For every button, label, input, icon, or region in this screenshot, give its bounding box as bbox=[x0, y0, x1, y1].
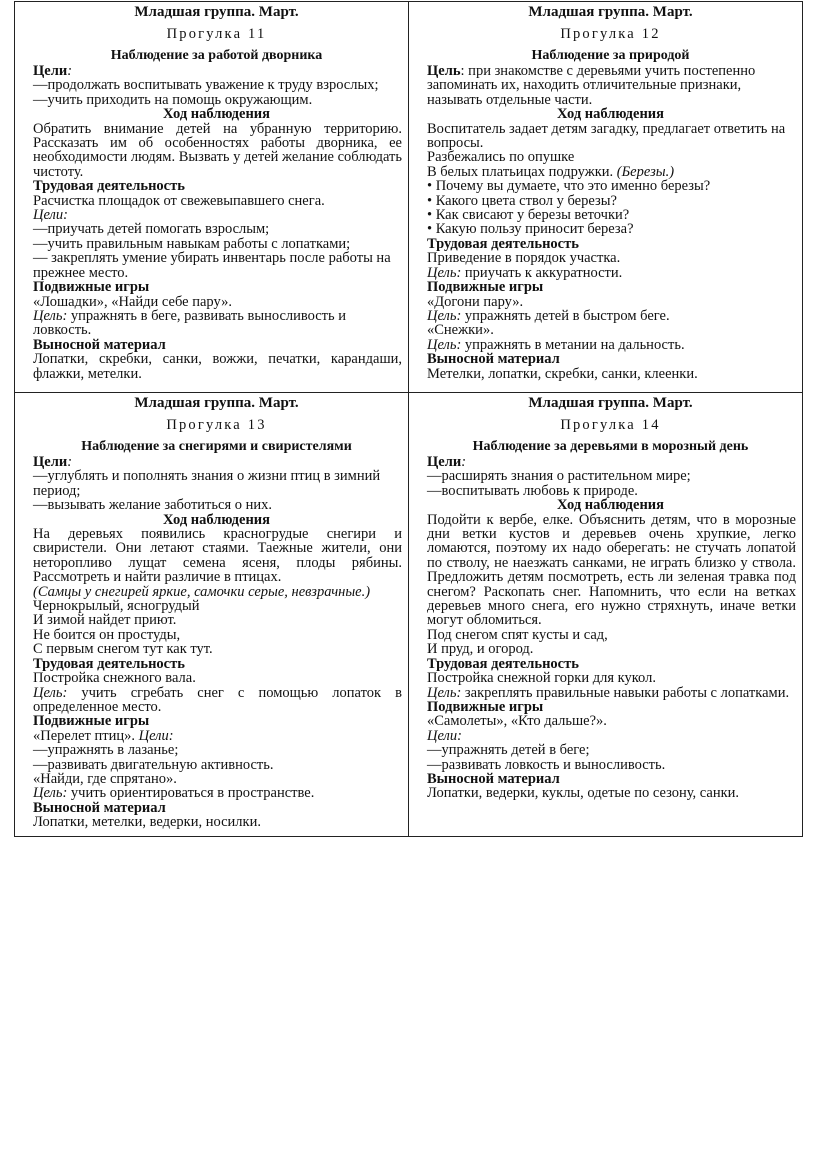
observation-text: Воспитатель задает детям загадку, предлагает ответить на вопросы. bbox=[427, 120, 786, 152]
games-title: Подвижные игры bbox=[33, 713, 150, 730]
game-goal-item: —развивать ловкость и выносливость. bbox=[427, 756, 666, 773]
labor-title: Трудовая деятельность bbox=[427, 655, 579, 672]
games-title: Подвижные игры bbox=[33, 279, 150, 296]
materials-title: Выносной материал bbox=[427, 770, 560, 787]
observation-title: Ход наблюдения bbox=[556, 497, 665, 514]
observation-note: (Самцы у снегирей яркие, самочки серые, невзрачные.) bbox=[33, 583, 371, 600]
materials-text: Лопатки, скребки, санки, вожжи, печатки, карандаши, флажки, метелки. bbox=[33, 351, 402, 382]
walk-topic: Наблюдение за работой дворника bbox=[110, 48, 323, 63]
question-item: • Какого цвета ствол у березы? bbox=[427, 192, 617, 209]
walk-number: Прогулка 11 bbox=[166, 26, 267, 42]
poem-line: И пруд, и огород. bbox=[427, 641, 534, 658]
goal-line: Цель: при знакомстве с деревьями учить постепенно запоминать их, находить отличительные признаки, называть отдельные части. bbox=[427, 63, 756, 108]
observation-text: Подойти к вербе, елке. Объяснить детям, что в морозные дни ветки кустов и деревьев очень хрупкие, легко ломаются, поэтому их надо оберегать: не стучать лопатой по стволу, не наезжать санками, не играть близко у ствола. Предложить детям посмотреть, есть ли зеленая травка под снегом? Раскопать снег. Напомнить, что если на ветках деревьев много снега, его нужно стряхнуть, иначе ветки могут обломиться. bbox=[427, 511, 796, 629]
game-name: «Найди, где спрятано». bbox=[33, 770, 177, 787]
games-goals-label: Цели: bbox=[427, 727, 462, 744]
goals-line: Цели: bbox=[33, 63, 73, 79]
game-goal-item: —развивать двигательную активность. bbox=[33, 756, 274, 773]
question-item: • Почему вы думаете, что это именно березы? bbox=[427, 178, 711, 195]
poem-line: С первым снегом тут как тут. bbox=[33, 641, 213, 658]
game-name: «Догони пару». bbox=[427, 293, 524, 310]
game-goal: Цель: упражнять детей в быстром беге. bbox=[427, 307, 670, 324]
materials-title: Выносной материал bbox=[33, 799, 166, 816]
materials-title: Выносной материал bbox=[33, 336, 166, 353]
walk-topic: Наблюдение за снегирями и свиристелями bbox=[81, 439, 352, 454]
goal-item: —продолжать воспитывать уважение к труду взрослых; bbox=[33, 77, 379, 94]
materials-text: Метелки, лопатки, скребки, санки, клеенки. bbox=[427, 365, 698, 382]
labor-text: Расчистка площадок от свежевыпавшего снега. bbox=[33, 192, 325, 209]
walk-number: Прогулка 14 bbox=[560, 417, 661, 433]
goal-item: —воспитывать любовь к природе. bbox=[427, 482, 638, 499]
poem-line: И зимой найдет приют. bbox=[33, 612, 177, 629]
question-item: • Как свисают у березы веточки? bbox=[427, 207, 630, 224]
goal-item: —вызывать желание заботиться о них. bbox=[33, 497, 273, 514]
poem-line: Под снегом спят кусты и сад, bbox=[427, 626, 608, 643]
labor-goal: Цель: учить сгребать снег с помощью лопаток в определенное место. bbox=[33, 684, 402, 715]
games-text: «Лошадки», «Найди себе пару». bbox=[33, 293, 232, 310]
labor-goal-item: — закреплять умение убирать инвентарь после работы на прежнее место. bbox=[33, 250, 391, 281]
game-name: «Самолеты», «Кто дальше?». bbox=[427, 713, 607, 730]
game-name: «Снежки». bbox=[427, 322, 494, 339]
labor-goal: Цель: приучать к аккуратности. bbox=[427, 264, 623, 281]
walk-topic: Наблюдение за деревьями в морозный день bbox=[472, 439, 749, 454]
labor-goal: Цель: закреплять правильные навыки работы с лопатками. bbox=[427, 684, 790, 701]
materials-title: Выносной материал bbox=[427, 351, 560, 368]
game-goal: Цель: упражнять в метании на дальность. bbox=[427, 336, 685, 353]
group-header: Младшая группа. Март. bbox=[134, 395, 299, 411]
walk-14-cell bbox=[409, 393, 803, 837]
walk-12-cell bbox=[409, 2, 803, 393]
goal-item: —учить приходить на помощь окружающим. bbox=[33, 91, 313, 108]
labor-goal-item: —приучать детей помогать взрослым; bbox=[33, 221, 270, 238]
goals-line: Цели: bbox=[427, 454, 467, 470]
riddle-line: Разбежались по опушке bbox=[427, 149, 575, 166]
group-header: Младшая группа. Март. bbox=[528, 395, 693, 411]
observation-title: Ход наблюдения bbox=[556, 106, 665, 123]
observation-title: Ход наблюдения bbox=[162, 106, 271, 123]
labor-title: Трудовая деятельность bbox=[33, 178, 185, 195]
game-goal-item: —упражнять детей в беге; bbox=[427, 742, 590, 759]
riddle-line: В белых платьицах подружки. (Березы.) bbox=[427, 163, 675, 180]
observation-text: Обратить внимание детей на убранную территорию. Рассказать им об особенностях работы дворника, ее необходимости людям. Вызвать у детей желание соблюдать чистоту. bbox=[33, 120, 402, 180]
game-goal-item: —упражнять в лазанье; bbox=[33, 742, 179, 759]
observation-text: На деревьях появились красногрудые снегири и свиристели. Они летают стаями. Таежные жители, они неторопливо лущат семена ясеня, плоды рябины. Рассмотреть и найти различие в птицах. bbox=[33, 526, 402, 586]
goal-item: —расширять знания о растительном мире; bbox=[427, 468, 691, 485]
poem-line: Не боится он простуды, bbox=[33, 626, 181, 643]
labor-text: Постройка снежного вала. bbox=[33, 670, 196, 687]
goal-item: —углублять и пополнять знания о жизни птиц в зимний период; bbox=[33, 468, 381, 499]
games-title: Подвижные игры bbox=[427, 698, 544, 715]
walk-11-cell bbox=[15, 2, 409, 393]
games-goal: Цель: упражнять в беге, развивать выносливость и ловкость. bbox=[33, 307, 347, 339]
game-goal: Цель: учить ориентироваться в пространстве. bbox=[33, 785, 315, 802]
goals-line: Цели: bbox=[33, 454, 73, 470]
labor-text: Приведение в порядок участка. bbox=[427, 250, 621, 267]
walk-13-cell bbox=[15, 393, 409, 837]
group-header: Младшая группа. Март. bbox=[134, 4, 299, 20]
labor-goal-item: —учить правильным навыкам работы с лопатками; bbox=[33, 235, 351, 252]
labor-title: Трудовая деятельность bbox=[33, 655, 185, 672]
walks-table bbox=[14, 1, 803, 837]
labor-goals-label: Цели: bbox=[33, 207, 68, 224]
question-item: • Какую пользу приносит береза? bbox=[427, 221, 634, 238]
group-header: Младшая группа. Март. bbox=[528, 4, 693, 20]
materials-text: Лопатки, ведерки, куклы, одетые по сезону, санки. bbox=[427, 785, 740, 802]
observation-title: Ход наблюдения bbox=[162, 511, 271, 528]
labor-title: Трудовая деятельность bbox=[427, 235, 579, 252]
game-name: «Перелет птиц». Цели: bbox=[33, 727, 174, 744]
games-title: Подвижные игры bbox=[427, 279, 544, 296]
materials-text: Лопатки, метелки, ведерки, носилки. bbox=[33, 814, 261, 831]
walk-number: Прогулка 12 bbox=[560, 26, 661, 42]
poem-line: Чернокрылый, ясногрудый bbox=[33, 598, 200, 615]
walk-topic: Наблюдение за природой bbox=[531, 48, 690, 63]
walk-number: Прогулка 13 bbox=[166, 417, 267, 433]
labor-text: Постройка снежной горки для кукол. bbox=[427, 670, 656, 687]
